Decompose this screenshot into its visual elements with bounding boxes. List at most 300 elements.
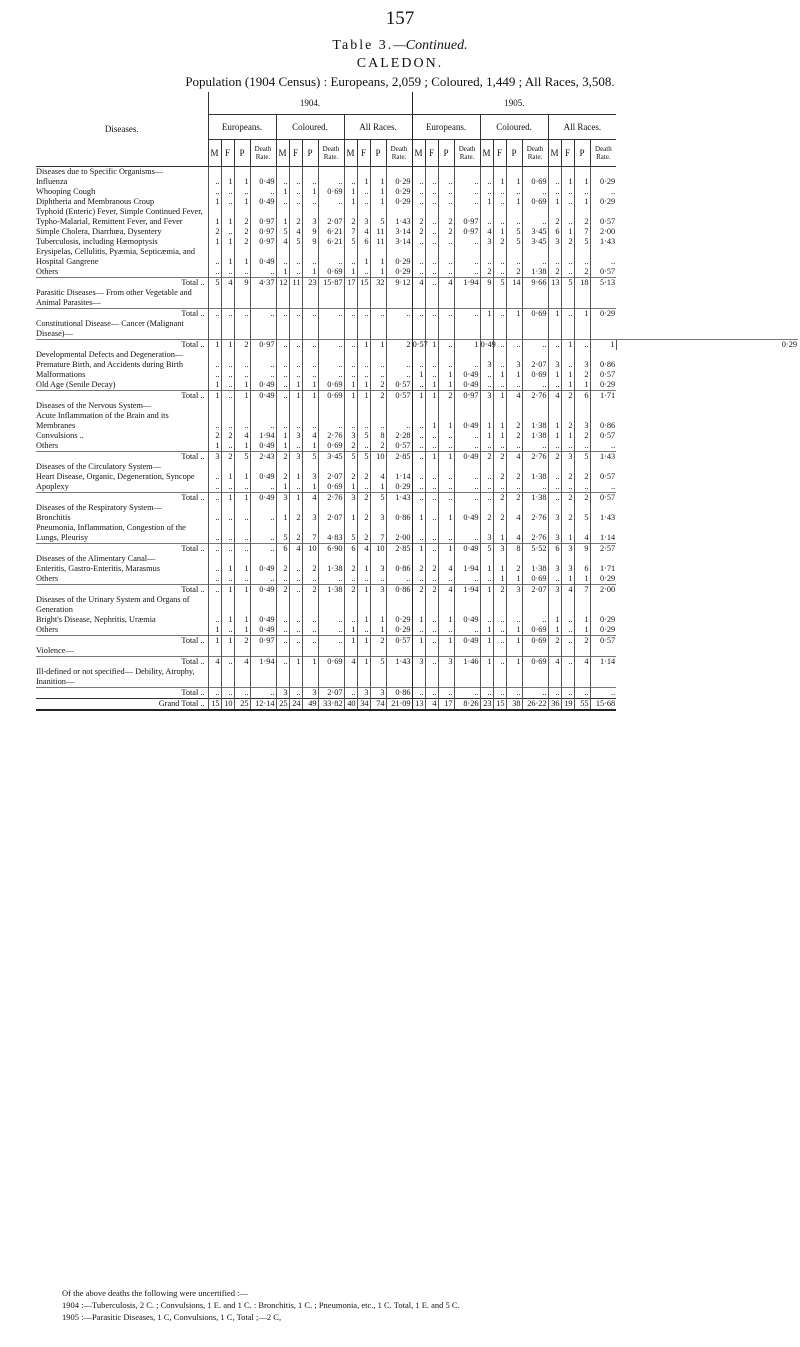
value-cell: 1·94 [454,278,480,289]
value-cell: 15 [357,278,370,289]
value-cell: 0·57 [590,207,616,227]
value-cell: .. [412,574,425,585]
disease-label: Acute Inflammation of the Brain and its Membranes [36,411,169,430]
empty-cell [302,667,318,688]
section-heading: Diseases of the Respiratory System— [36,503,162,512]
value-cell: .. [412,360,425,370]
value-cell: 0·29 [616,340,798,351]
value-cell: 3 [302,207,318,227]
value-cell: .. [548,493,561,504]
section-heading-row [36,401,798,411]
value-cell: 1 [221,247,234,267]
disease-label: Pneumonia, Inflammation, Congestion of the Lungs, Pleurisy [36,523,186,542]
value-cell: 1 [548,197,561,207]
value-cell: 0·49 [454,370,480,380]
empty-cell [480,554,493,564]
value-cell: .. [250,187,276,197]
empty-cell [302,554,318,564]
value-cell: .. [548,247,561,267]
column-header-p: P [302,140,318,167]
value-cell: .. [548,688,561,699]
value-cell: .. [438,177,454,187]
value-cell: 1 [561,177,574,187]
empty-cell [344,288,357,309]
value-cell: .. [250,309,276,320]
empty-cell [344,401,357,411]
empty-cell [548,462,561,472]
value-cell: .. [289,177,302,187]
value-cell: 0·69 [318,380,344,391]
value-cell: 2·76 [318,493,344,504]
value-cell: 2 [561,472,574,482]
empty-cell [318,319,344,340]
empty-cell [480,288,493,309]
value-cell: 0·49 [480,340,496,349]
value-cell: 3 [548,360,561,370]
value-cell: .. [357,411,370,431]
value-cell: .. [438,237,454,247]
value-cell: 1·38 [522,564,548,574]
table-row [36,207,798,227]
empty-cell [234,503,250,513]
value-cell: .. [590,441,616,452]
value-cell: 0·86 [386,564,412,574]
empty-cell [234,350,250,360]
value-cell: 1 [221,340,234,351]
empty-cell [561,667,574,688]
empty-cell [289,167,302,178]
value-cell: 2 [234,237,250,247]
value-cell: 3 [289,431,302,441]
empty-cell [454,167,480,178]
value-cell: .. [454,625,480,636]
empty-cell [276,503,289,513]
total-row [36,544,798,555]
empty-cell [344,462,357,472]
value-cell: 5 [370,207,386,227]
empty-cell [590,350,616,360]
empty-cell [357,462,370,472]
value-cell: 3 [357,207,370,227]
value-cell: .. [370,360,386,370]
value-cell: 1 [208,380,221,391]
disease-label: Malformations [36,370,86,379]
total-row [36,636,798,647]
empty-cell [302,462,318,472]
value-cell: 2 [574,370,590,380]
value-cell: 3 [344,431,357,441]
value-cell: .. [493,625,506,636]
table-row [36,615,798,625]
value-cell: 0·29 [386,187,412,197]
empty-cell [250,595,276,615]
empty-cell [318,646,344,657]
table-title [0,38,800,54]
empty-cell [221,167,234,178]
value-cell: 2·07 [318,688,344,699]
value-cell: .. [289,441,302,452]
empty-cell [357,350,370,360]
column-header-p: P [506,140,522,167]
value-cell: 1·14 [590,523,616,544]
value-cell: 1 [344,625,357,636]
value-cell: .. [425,227,438,237]
empty-cell [412,595,425,615]
empty-cell [302,646,318,657]
value-cell: 0·29 [590,197,616,207]
empty-cell [276,554,289,564]
value-cell: 1 [276,267,289,278]
value-cell: 1 [493,227,506,237]
empty-cell [425,319,438,340]
value-cell: .. [318,177,344,187]
value-cell: 0·29 [386,197,412,207]
value-cell: 2 [438,207,454,227]
disease-label: Others [36,625,59,634]
value-cell: 17 [438,699,454,711]
empty-cell [234,462,250,472]
section-heading-row [36,554,798,564]
empty-cell [480,319,493,340]
value-cell: 1 [302,380,318,391]
value-cell: .. [548,482,561,493]
empty-cell [289,554,302,564]
value-cell: 9·66 [522,278,548,289]
empty-cell [289,288,302,309]
value-cell: 1·43 [590,237,616,247]
empty-cell [276,288,289,309]
value-cell: .. [522,482,548,493]
value-cell: .. [425,657,438,668]
value-cell: 74 [370,699,386,711]
value-cell: .. [438,187,454,197]
value-cell: .. [425,370,438,380]
empty-cell [590,319,616,340]
value-cell: 0·57 [590,431,616,441]
value-cell: .. [302,340,318,351]
value-cell: .. [480,482,493,493]
empty-cell [590,554,616,564]
total-label: Total .. [36,585,208,596]
value-cell: 49 [302,699,318,711]
value-cell: 1 [234,615,250,625]
value-cell: 2·28 [386,431,412,441]
group-header: Coloured. [276,115,344,140]
total-label: Total .. [36,493,208,504]
section-heading-row [36,288,798,309]
value-cell: 2 [289,207,302,227]
table-row [36,177,798,187]
value-cell: 4 [302,431,318,441]
empty-cell [208,167,221,178]
value-cell: .. [548,340,561,351]
value-cell: 4 [276,237,289,247]
empty-cell [574,288,590,309]
value-cell: .. [522,340,548,351]
group-header: Europeans. [208,115,276,140]
value-cell: 1 [221,585,234,596]
value-cell: 2 [289,513,302,523]
empty-cell [357,554,370,564]
value-cell: .. [425,247,438,267]
value-cell: 4 [289,227,302,237]
value-cell: 10 [302,544,318,555]
value-cell: 3·14 [386,237,412,247]
total-label: Total .. [36,657,208,668]
value-cell: .. [561,441,574,452]
empty-cell [370,288,386,309]
value-cell: 3 [302,513,318,523]
value-cell: .. [276,574,289,585]
value-cell: .. [357,625,370,636]
value-cell: 2 [493,452,506,463]
group-header: All Races. [344,115,412,140]
empty-cell [386,288,412,309]
section-heading: Diseases of the Circulatory System— [36,462,161,471]
empty-cell [221,503,234,513]
value-cell: 2 [208,431,221,441]
value-cell: 3 [276,688,289,699]
value-cell: .. [480,247,493,267]
value-cell: 1 [574,380,590,391]
value-cell: 0·97 [454,391,480,402]
table-row [36,370,798,380]
empty-cell [522,503,548,513]
value-cell: .. [480,615,493,625]
value-cell: 0·49 [250,472,276,482]
value-cell: .. [522,441,548,452]
group-header: Europeans. [412,115,480,140]
empty-cell [344,595,357,615]
value-cell: .. [493,636,506,647]
table-row [36,523,798,544]
empty-cell [493,288,506,309]
value-cell: 1 [548,431,561,441]
empty-cell [370,350,386,360]
value-cell: 1 [574,574,590,585]
value-cell: 5·13 [590,278,616,289]
value-cell: 7 [344,227,357,237]
value-cell: 0·86 [386,585,412,596]
empty-cell [574,595,590,615]
value-cell: .. [221,482,234,493]
value-cell: 15 [493,699,506,711]
value-cell: .. [454,493,480,504]
disease-label: Others [36,267,59,276]
empty-cell [344,503,357,513]
value-cell: 3 [370,688,386,699]
value-cell: 3 [561,452,574,463]
total-label: Total .. [36,452,208,463]
value-cell: .. [289,574,302,585]
value-cell: 6·90 [318,544,344,555]
value-cell: .. [289,309,302,320]
value-cell: 1 [480,197,493,207]
value-cell: 3 [480,391,493,402]
value-cell: 1 [276,207,289,227]
value-cell: 0·29 [590,625,616,636]
value-cell: 4 [574,657,590,668]
empty-cell [438,595,454,615]
value-cell: 2 [493,472,506,482]
value-cell: 1 [370,615,386,625]
empty-cell [561,401,574,411]
value-cell: 1 [412,615,425,625]
value-cell: .. [412,452,425,463]
table-row [36,482,798,493]
value-cell: .. [276,625,289,636]
value-cell: 1 [425,340,438,351]
value-cell: .. [493,482,506,493]
value-cell: 1 [370,625,386,636]
value-cell: 1 [357,615,370,625]
empty-cell [574,319,590,340]
value-cell: .. [386,370,412,380]
value-cell: 7 [574,227,590,237]
value-cell: 2 [548,452,561,463]
group-header: Coloured. [480,115,548,140]
value-cell: 0·57 [386,380,412,391]
value-cell: 3 [574,411,590,431]
value-cell: 3 [506,585,522,596]
value-cell: 4 [221,278,234,289]
value-cell: .. [548,177,561,187]
empty-cell [386,554,412,564]
value-cell: .. [386,309,412,320]
value-cell: .. [454,482,480,493]
value-cell: 1 [234,391,250,402]
value-cell: 1 [438,544,454,555]
value-cell: 3·45 [318,452,344,463]
value-cell: .. [208,370,221,380]
value-cell: .. [425,207,438,227]
value-cell: 4 [370,472,386,482]
value-cell: .. [574,688,590,699]
value-cell: .. [318,615,344,625]
value-cell: .. [234,370,250,380]
value-cell: .. [386,574,412,585]
value-cell: .. [454,523,480,544]
value-cell: .. [548,441,561,452]
value-cell: 2 [302,585,318,596]
value-cell: 4 [412,278,425,289]
empty-cell [412,167,425,178]
empty-cell [208,319,221,340]
value-cell: 3 [480,237,493,247]
value-cell: .. [276,197,289,207]
value-cell: 5 [208,278,221,289]
value-cell: .. [234,411,250,431]
empty-cell [234,667,250,688]
empty-cell [289,646,302,657]
value-cell: 2·57 [590,544,616,555]
value-cell: 2 [234,340,250,351]
value-cell: .. [425,441,438,452]
value-cell: 0·29 [386,267,412,278]
value-cell: .. [208,523,221,544]
column-header-f: F [425,140,438,167]
value-cell: 3 [289,452,302,463]
value-cell: 1 [493,523,506,544]
value-cell: .. [289,197,302,207]
value-cell: 1 [221,564,234,574]
empty-cell [370,319,386,340]
value-cell: 2 [574,472,590,482]
section-heading: Diseases due to Specific Organisms— [36,167,164,176]
empty-cell [318,503,344,513]
empty-cell [522,646,548,657]
value-cell: 12·14 [250,699,276,711]
value-cell: .. [454,177,480,187]
value-cell: .. [289,360,302,370]
value-cell: 1 [357,585,370,596]
value-cell: 0·49 [250,247,276,267]
value-cell: .. [234,513,250,523]
section-heading: Violence— [36,646,74,655]
value-cell: 2 [548,207,561,227]
value-cell: .. [208,493,221,504]
table-row [36,625,798,636]
value-cell: 0·69 [522,574,548,585]
value-cell: 1 [590,340,616,351]
value-cell: .. [493,340,506,351]
value-cell: 1·38 [522,493,548,504]
value-cell: 1 [221,636,234,647]
empty-cell [438,503,454,513]
footnote-1904: 1904 :—Tuberculosis, 2 C. ; Convulsions, 1 E. and 1 C. : Bronchitis, 1 C. ; Pneumonia, etc., 1 C. Total, 1 E. and 5 C. [62,1300,460,1310]
value-cell: 1 [221,493,234,504]
value-cell: 1 [493,574,506,585]
value-cell: 3·45 [522,237,548,247]
value-cell: .. [425,472,438,482]
value-cell: 1 [548,370,561,380]
value-cell: .. [289,370,302,380]
value-cell: 1 [574,309,590,320]
value-cell: .. [221,574,234,585]
value-cell: 1 [344,391,357,402]
value-cell: .. [412,472,425,482]
value-cell: .. [250,360,276,370]
value-cell: 1 [289,391,302,402]
value-cell: 0·49 [250,625,276,636]
value-cell: .. [289,340,302,351]
value-cell: 2 [221,452,234,463]
value-cell: 4 [357,227,370,237]
empty-cell [302,401,318,411]
value-cell: 0·97 [250,340,276,351]
value-cell: .. [425,237,438,247]
value-cell: 19 [561,699,574,711]
value-cell: .. [344,411,357,431]
value-cell: .. [454,688,480,699]
value-cell: .. [276,391,289,402]
value-cell: 1 [480,431,493,441]
value-cell: 2 [412,207,425,227]
value-cell: .. [438,267,454,278]
column-header-rate: Death Rate. [318,140,344,167]
value-cell: 10 [370,544,386,555]
table-row [36,237,798,247]
value-cell: 2 [574,207,590,227]
column-header-f: F [493,140,506,167]
value-cell: 6 [357,237,370,247]
total-row [36,278,798,289]
value-cell: 9 [302,227,318,237]
value-cell: 2 [425,564,438,574]
empty-cell [561,503,574,513]
value-cell: 1 [561,227,574,237]
footnote-intro: Of the above deaths the following were uncertified :— [62,1288,248,1298]
